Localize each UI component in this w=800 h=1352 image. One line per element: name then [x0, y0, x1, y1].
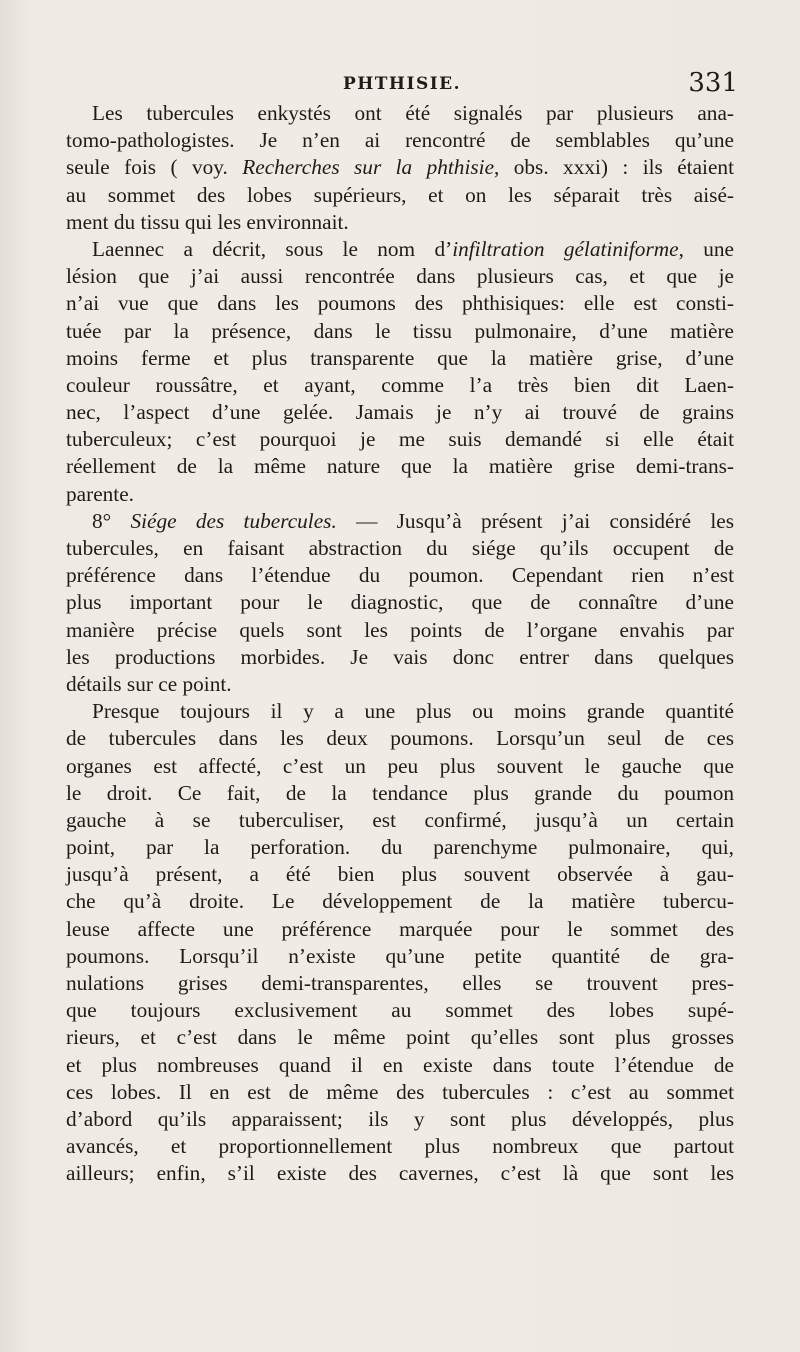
text-run: plus important pour le diagnostic, que de connaître d’une	[66, 590, 734, 615]
text-run: détails sur ce point.	[66, 671, 232, 696]
text-run: nulations grises demi-transparentes, elles se trouvent pres-	[66, 971, 734, 995]
text-run: ment du tissu qui les environnait.	[66, 209, 349, 234]
text-run: et plus nombreuses quand il en existe dans toute l’étendue de	[66, 1052, 734, 1077]
text-run: che qu’à droite. Le développement de la matière tubercu-	[66, 889, 734, 914]
text-line	[66, 372, 734, 399]
text-line	[66, 834, 734, 861]
text-line	[66, 562, 734, 589]
running-title: PHTHISIE.	[342, 74, 462, 94]
text-line	[66, 807, 734, 834]
page-number: 331	[688, 68, 738, 98]
text-line	[66, 182, 734, 209]
text-run: lésion que j’ai aussi rencontrée dans plusieurs cas, et que je	[66, 264, 734, 289]
text-run: parente.	[66, 481, 134, 506]
paragraph	[66, 698, 734, 1187]
text-run: seule fois ( voy.	[66, 155, 243, 180]
text-line	[66, 345, 734, 372]
running-head	[66, 68, 738, 104]
text-line	[66, 617, 734, 644]
text-line	[66, 916, 734, 943]
text-line	[66, 154, 734, 181]
text-line	[66, 1024, 734, 1051]
text-line	[66, 780, 734, 807]
text-line	[66, 644, 734, 671]
text-run: moins ferme et plus transparente que la matière grise, d’une	[66, 345, 734, 370]
text-line	[66, 671, 734, 698]
body-text	[66, 100, 734, 1188]
text-line	[66, 1160, 734, 1187]
text-run: manière précise quels sont les points de l’organe envahis par	[66, 617, 734, 642]
text-line	[66, 236, 734, 263]
text-run: tuberculeux; c’est pourquoi je me suis demandé si elle était	[66, 427, 734, 452]
text-run: tomo-pathologistes. Je n’en ai rencontré de semblables qu’une	[66, 128, 734, 153]
text-line	[66, 888, 734, 915]
text-line	[66, 698, 734, 725]
text-run: le droit. Ce fait, de la tendance plus grande du poumon	[66, 780, 734, 805]
paragraph	[66, 100, 734, 236]
text-run: que toujours exclusivement au sommet des lobes supé-	[66, 998, 734, 1023]
text-run: ailleurs; enfin, s’il existe des cavernes, c’est là que sont les	[66, 1161, 734, 1186]
text-line	[66, 209, 734, 236]
text-run: organes est affecté, c’est un peu plus souvent le gauche que	[66, 753, 734, 778]
text-line	[66, 997, 734, 1024]
text-line	[66, 453, 734, 480]
text-line	[66, 263, 734, 290]
text-line	[66, 127, 734, 154]
text-line	[66, 1052, 734, 1079]
text-run: , obs. xxxi) : ils étaient	[494, 155, 734, 180]
text-run: réellement de la même nature que la matière grise demi-trans-	[66, 454, 734, 479]
text-line	[66, 318, 734, 345]
text-line	[66, 426, 734, 453]
text-run: avancés, et proportionnellement plus nombreux que partout	[66, 1134, 734, 1159]
text-line	[66, 290, 734, 317]
text-line	[66, 1106, 734, 1133]
text-line	[66, 725, 734, 752]
text-run: , une	[678, 236, 734, 261]
italic-text: Siége des tubercules.	[130, 508, 337, 533]
text-line	[66, 481, 734, 508]
text-run: d’abord qu’ils apparaissent; ils y sont plus développés, plus	[66, 1106, 734, 1131]
text-line	[66, 535, 734, 562]
text-run: n’ai vue que dans les poumons des phthisiques: elle est consti-	[66, 291, 734, 316]
text-run: au sommet des lobes supérieurs, et on les séparait très aisé-	[66, 182, 734, 207]
text-run: ces lobes. Il en est de même des tubercules : c’est au sommet	[66, 1079, 734, 1104]
text-run: Laennec a décrit, sous le nom d’	[92, 236, 453, 261]
text-line	[66, 753, 734, 780]
text-line	[66, 943, 734, 970]
text-run: leuse affecte une préférence marquée pour le sommet des	[66, 916, 734, 941]
text-run: les productions morbides. Je vais donc entrer dans quelques	[66, 644, 734, 669]
text-run: gauche à se tuberculiser, est confirmé, jusqu’à un certain	[66, 807, 734, 832]
italic-text: infiltration gélatiniforme	[452, 236, 679, 261]
text-run: 8°	[92, 508, 131, 533]
text-line	[66, 970, 734, 997]
text-run: Presque toujours il y a une plus ou moins grande quantité	[92, 699, 734, 724]
text-run: couleur roussâtre, et ayant, comme l’a très bien dit Laen-	[66, 372, 734, 397]
text-line	[66, 589, 734, 616]
italic-text: Recherches sur la phthisie	[242, 155, 495, 180]
text-run: tubercules, en faisant abstraction du siége qu’ils occupent de	[66, 536, 734, 560]
text-run: Les tubercules enkystés ont été signalés par plusieurs ana-	[92, 101, 734, 125]
text-run: jusqu’à présent, a été bien plus souvent observée à gau-	[66, 862, 734, 887]
text-line	[66, 1133, 734, 1160]
paragraph	[66, 236, 734, 508]
text-line	[66, 861, 734, 888]
text-run: — Jusqu’à présent j’ai considéré les	[336, 508, 734, 533]
text-run: préférence dans l’étendue du poumon. Cependant rien n’est	[66, 563, 734, 588]
text-line	[66, 1079, 734, 1106]
text-run: tuée par la présence, dans le tissu pulmonaire, d’une matière	[66, 318, 734, 343]
text-run: nec, l’aspect d’une gelée. Jamais je n’y ai trouvé de grains	[66, 400, 734, 425]
text-line	[66, 100, 734, 127]
text-line	[66, 399, 734, 426]
paragraph	[66, 508, 734, 698]
text-run: point, par la perforation. du parenchyme pulmonaire, qui,	[66, 835, 734, 860]
text-line	[66, 508, 734, 535]
text-run: de tubercules dans les deux poumons. Lorsqu’un seul de ces	[66, 726, 734, 751]
text-run: poumons. Lorsqu’il n’existe qu’une petite quantité de gra-	[66, 943, 734, 968]
text-run: rieurs, et c’est dans le même point qu’elles sont plus grosses	[66, 1025, 734, 1050]
